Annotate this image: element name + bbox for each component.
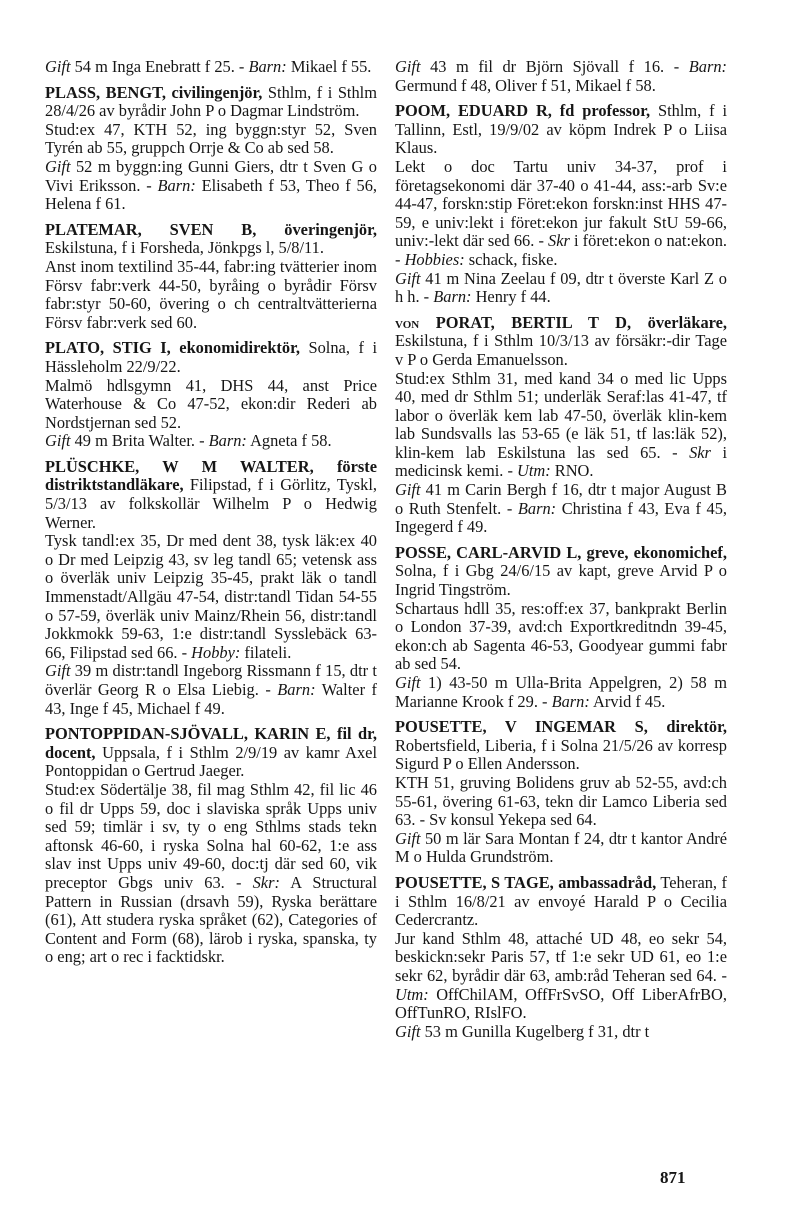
entry-paragraph: [395, 774, 727, 830]
entry-text: Schartaus hdll 35, res:off:ex 37, bankprakt Berlin o London 37-39, avd:ch Exportkreditndn 39-45, ekon:ch ab Sagenta 46-53, Goodyear gummi fabr ab sed 54.: [395, 598, 727, 674]
entry-paragraph: [395, 158, 727, 270]
entry-paragraph: [45, 662, 377, 718]
biography-entry: [45, 58, 377, 77]
entry-text: 52 m byggn:ing Gunni Giers, dtr t Sven G o Vivi Eriksson. -: [45, 156, 377, 195]
entry-title: ekonomidirektör,: [170, 338, 300, 358]
entry-text: filateli.: [240, 642, 292, 662]
field-label: Gift: [395, 828, 421, 848]
entry-text: Filipstad, f i Görlitz, Tyskl, 5/3/13 av folkskollär Wilhelm P o Hedwig Werner.: [45, 475, 377, 532]
right-column: [395, 58, 727, 1048]
field-label: Skr:: [252, 872, 280, 892]
entry-header-line: [395, 314, 727, 370]
left-column: [45, 58, 377, 974]
entry-name: PLASS, BENGT,: [45, 82, 166, 102]
entry-text: Malmö hdlsgymn 41, DHS 44, anst Price Waterhouse & Co 47-52, ekon:dir Rederi ab Nordstjernan sed 52.: [45, 375, 377, 432]
entry-text: Agneta f 58.: [246, 431, 332, 451]
entry-paragraph: [395, 1023, 727, 1042]
field-label: Gift: [45, 156, 71, 176]
entry-paragraph: [395, 930, 727, 1023]
entry-text: 43 m fil dr Björn Sjövall f 16. -: [420, 57, 689, 76]
entry-name: PONTOPPIDAN-SJÖVALL, KARIN E,: [45, 724, 331, 744]
biography-entry: [45, 339, 377, 451]
biography-entry: [395, 58, 727, 95]
entry-text: KTH 51, gruving Bolidens gruv ab 52-55, avd:ch 55-61, övering 61-63, tekn dir Lamco Liberia sed 63. - Sv konsul Yekepa sed 64.: [395, 772, 727, 830]
entry-text: Stud:ex Södertälje 38, fil mag Sthlm 42, fil lic 46 o fil dr Upps 59, doc i slaviska språk Upps univ sed 59; timlär i sv, ty o eng Sthlms stads tekn aftonsk 46-60, i ryska Solna hal 60-62, 1:e ass slav inst Upps univ 49-60, doc:tj där sed 60, vik preceptor Gbgs univ 63. -: [45, 779, 377, 892]
page-number: 871: [660, 1168, 686, 1187]
entry-name: PLÜSCHKE, W M WALTER,: [45, 456, 314, 476]
entry-paragraph: [395, 370, 727, 482]
entry-text: Mikael f 55.: [286, 57, 372, 76]
entry-header-line: [45, 725, 377, 781]
entry-header-line: [45, 84, 377, 121]
entry-text: Solna, f i Gbg 24/6/15 av kapt, greve Arvid P o Ingrid Tingström.: [395, 561, 727, 600]
entry-paragraph: [45, 258, 377, 332]
entry-text: Stud:ex Sthlm 31, med kand 34 o med lic Upps 40, med dr Sthlm 51; underläk Seraf:las 41-47, tf labor o överläk kem lab 47-50, överläk klin-kem lab Sundsvalls las 53-65 (e läk 51, tf las:läk 52), klin-kem lab Eskilstuna las sed 65. -: [395, 368, 727, 462]
entry-paragraph: [395, 600, 727, 674]
field-label: Gift: [45, 57, 71, 76]
entry-text: 39 m distr:tandl Ingeborg Rissmann f 15, dtr t överlär Georg R o Elsa Liebig. -: [45, 661, 377, 699]
entry-header-line: [395, 544, 727, 600]
biography-entry: [45, 458, 377, 718]
field-label: Barn:: [277, 680, 316, 699]
entry-text: Eskilstuna, f i Sthlm 10/3/13 av försäkr:-dir Tage v P o Gerda Emanuelsson.: [395, 331, 727, 369]
field-label: Skr: [689, 442, 711, 462]
entry-text: Solna, f i Hässleholm 22/9/22.: [45, 338, 377, 376]
field-label: Utm:: [395, 984, 429, 1004]
field-label: Barn:: [433, 287, 472, 307]
entry-header-line: [395, 58, 727, 95]
entry-text: Walter f 43, Inge f 45, Michael f 49.: [45, 680, 377, 718]
entry-text: Teheran, f i Sthlm 16/8/21 av envoyé Harald P o Cecilia Cedercrantz.: [395, 872, 728, 930]
entry-title: greve, ekonomichef,: [581, 542, 727, 562]
entry-text: 41 m Nina Zeelau f 09, dtr t överste Karl Z o h h. -: [395, 268, 727, 307]
entry-text: Lekt o doc Tartu univ 34-37, prof i företagsekonomi där 37-40 o 41-44, ass:-arb Sv:e 44-47, forskn:stip Föret:ekon forskn:inst HHS 47-59, e univ:lekt i föret:ekon jur fakult StU 59-66, univ:-lekt där sed 66. -: [395, 156, 727, 251]
biography-entry: [395, 874, 727, 1041]
entry-paragraph: [395, 830, 727, 867]
field-label: Gift: [45, 661, 71, 681]
field-label: Hobby:: [191, 642, 241, 662]
entry-paragraph: [45, 432, 377, 451]
entry-text: i medicinsk kemi. -: [395, 442, 728, 481]
entry-text: Stud:ex 47, KTH 52, ing byggn:styr 52, Sven Tyrén ab 55, gruppch Orrje & Co ab sed 58.: [45, 119, 377, 158]
entry-text: Elisabeth f 53, Theo f 56, Helena f 61.: [45, 175, 377, 214]
biography-entry: [45, 84, 377, 214]
entry-text: RNO.: [550, 461, 594, 481]
entry-paragraph: [45, 158, 377, 214]
entry-title: förste distriktstandläkare,: [45, 456, 377, 495]
entry-name: PLATO, STIG I,: [45, 338, 171, 358]
entry-text: schack, fiske.: [464, 249, 558, 269]
entry-header-line: [395, 874, 727, 930]
entry-title: ambassadråd,: [553, 872, 657, 892]
field-label: Skr: [548, 231, 570, 251]
entry-title: direktör,: [647, 717, 727, 737]
entry-text: Jur kand Sthlm 48, attaché UD 48, eo sekr 54, beskickn:sekr Paris 57, tf 1:e sekr UD 61, eo 1:e sekr 62, byrådir där 63, amb:råd Teheran sed 64. -: [395, 928, 727, 985]
entry-text: Uppsala, f i Sthlm 2/9/19 av kamr Axel Pontoppidan o Gertrud Jaeger.: [45, 742, 377, 781]
entry-name: POOM, EDUARD R,: [395, 101, 552, 121]
entry-text: 41 m Carin Bergh f 16, dtr t major August B o Ruth Stenfelt. -: [395, 480, 727, 518]
entry-name: von PORAT, BERTIL T D,: [395, 312, 632, 332]
entry-header-line: [45, 58, 377, 77]
entry-header-line: [45, 339, 377, 376]
field-label: Barn:: [248, 57, 287, 76]
entry-name: PLATEMAR, SVEN B,: [45, 219, 257, 239]
biography-entry: [395, 314, 727, 537]
field-label: Barn:: [688, 57, 727, 76]
entry-header-line: [395, 102, 727, 158]
entry-text: Robertsfield, Liberia, f i Solna 21/5/26 av korresp Sigurd P o Ellen Andersson.: [395, 735, 727, 774]
entry-paragraph: [45, 377, 377, 433]
entry-paragraph: [45, 781, 377, 967]
entry-title: fil dr, docent,: [45, 724, 377, 762]
entry-text: OffChilAM, OffFrSvSO, Off LiberAfrBO, OffTunRO, RIslFO.: [395, 984, 727, 1023]
field-label: Gift: [395, 57, 421, 76]
entry-name: POSSE, CARL-ARVID L,: [395, 542, 582, 562]
field-label: Barn:: [551, 691, 590, 711]
field-label: Gift: [45, 431, 71, 451]
field-label: Barn:: [157, 175, 196, 195]
entry-name: POUSETTE, S TAGE,: [395, 872, 554, 892]
entry-text: 1) 43-50 m Ulla-Brita Appelgren, 2) 58 m Marianne Krook f 29. -: [395, 673, 727, 711]
entry-text: 53 m Gunilla Kugelberg f 31, dtr t: [420, 1021, 650, 1041]
entry-text: Tysk tandl:ex 35, Dr med dent 38, tysk läk:ex 40 o Dr med Leipzig 43, sv leg tandl 65; vetensk ass o överläk univ Leipzig 35-45, prakt läk o tandl Immenstadt/Allgäu 47-54, distr:tandl Tidan 54-55 o 57-59, överläk univ Mainz/Rhein 56, distr:tandl Jokkmokk 59-63, 1:e distr:tandl Sysslebäck 63-66, Filipstad sed 66. -: [45, 531, 377, 662]
biography-entry: [45, 221, 377, 333]
entry-title: civilingenjör,: [165, 82, 263, 102]
entry-title: överingenjör,: [256, 219, 377, 239]
entry-title: överläkare,: [631, 312, 727, 332]
entry-name: POUSETTE, V INGEMAR S,: [395, 717, 648, 737]
entry-text: i föret:ekon o nat:ekon. -: [395, 231, 727, 269]
field-label: Gift: [395, 1021, 421, 1041]
field-label: Barn:: [517, 498, 557, 518]
entry-text: 54 m Inga Enebratt f 25. -: [70, 57, 249, 76]
entry-header-line: [395, 718, 727, 774]
biography-entry: [395, 102, 727, 307]
field-label: Gift: [395, 268, 421, 288]
entry-paragraph: [395, 481, 727, 537]
entry-header-line: [45, 221, 377, 258]
entry-text: Henry f 44.: [471, 287, 551, 307]
biography-entry: [395, 718, 727, 867]
entry-paragraph: [45, 121, 377, 158]
biography-entry: [45, 725, 377, 967]
field-label: Gift: [395, 480, 421, 500]
entry-text: Christina f 43, Eva f 45, Ingegerd f 49.: [395, 498, 727, 537]
entry-title: fd professor,: [551, 101, 651, 121]
entry-paragraph: [395, 674, 727, 711]
entry-text: A Structural Pattern in Russian (drsavh 59), Ryska berättare (61), Att studera ryska språket (62), Categories of Content and Form (68), lärob i ryska, spanska, ty o eng; art o rec i facktidskr.: [45, 872, 377, 967]
entry-header-line: [45, 458, 377, 532]
entry-paragraph: [395, 270, 727, 307]
biography-entry: [395, 544, 727, 711]
entry-text: Arvid f 45.: [589, 691, 666, 711]
entry-text: Germund f 48, Oliver f 51, Mikael f 58.: [395, 75, 656, 95]
entry-paragraph: [45, 532, 377, 662]
field-label: Hobbies:: [404, 249, 465, 269]
entry-text: Sthlm, f i Sthlm 28/4/26 av byrådir John P o Dagmar Lindström.: [45, 82, 377, 121]
field-label: Barn:: [208, 431, 247, 451]
entry-text: 49 m Brita Walter. -: [70, 431, 209, 451]
entry-text: Eskilstuna, f i Forsheda, Jönkpgs l, 5/8/11.: [45, 238, 324, 258]
field-label: Utm:: [517, 461, 551, 481]
entry-text: Sthlm, f i Tallinn, Estl, 19/9/02 av köpm Indrek P o Liisa Klaus.: [395, 101, 727, 158]
entry-text: Anst inom textilind 35-44, fabr:ing tvätterier inom Försv fabr:verk 44-50, byråing o byrådir Försv fabr:styr 50-60, övering o ch centraltvätterierna Försv fabr:verk sed 60.: [45, 256, 377, 332]
entry-text: 50 m lär Sara Montan f 24, dtr t kantor André M o Hulda Grundström.: [395, 828, 727, 867]
field-label: Gift: [395, 673, 421, 692]
